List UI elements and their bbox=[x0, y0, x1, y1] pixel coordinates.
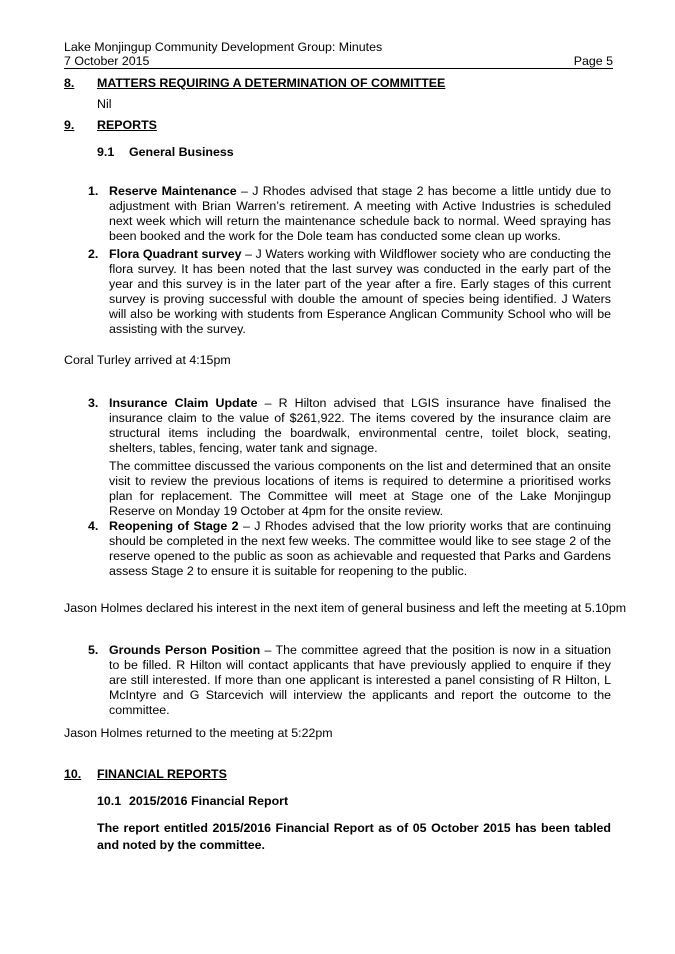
item-text: – J Waters working with Wildflower society who are conducting the flora survey. It has been noted that the last survey was conducted in the early part of the year and this survey is in the later part of the year after a fire. Early stages of this current survey is proving successful with double the amount of species being identified. J Waters will also be working with students from Esperance Anglican Community School who will be assisting with the survey. bbox=[109, 247, 612, 336]
header-title: Lake Monjingup Community Development Group: Minutes bbox=[64, 40, 383, 54]
list-item-flora-survey bbox=[88, 247, 611, 336]
item-heading: Reserve Maintenance bbox=[109, 184, 237, 198]
item-heading: Insurance Claim Update bbox=[109, 396, 258, 410]
item-text: – J Rhodes advised that the low priority works that are continuing should be completed in the next few weeks. The committee would like to see stage 2 of the reserve opened to the public as soon as achievable and requested that Parks and Gardens assess Stage 2 to ensure it is suitable for reopening to the public. bbox=[109, 519, 611, 578]
subsection-10-1-heading bbox=[97, 794, 288, 809]
section-number: 10. bbox=[64, 767, 82, 781]
item-number: 4. bbox=[88, 519, 99, 533]
item-body bbox=[109, 247, 611, 336]
item-body bbox=[109, 643, 611, 718]
note-jason-returned: Jason Holmes returned to the meeting at 5:22pm bbox=[64, 726, 333, 740]
item-body bbox=[109, 396, 611, 456]
item-number: 3. bbox=[88, 396, 99, 410]
insurance-followup-paragraph: The committee discussed the various components on the list and determined that an onsite visit to review the previous locations of items is required to determine a prioritised works plan for replacement. The Committee will meet at Stage one of the Lake Monjingup Reserve on Monday 19 October at 4pm for the onsite review. bbox=[109, 459, 611, 518]
item-number: 1. bbox=[88, 184, 99, 198]
list-item-reserve-maintenance bbox=[88, 184, 611, 244]
item-text: – R Hilton advised that LGIS insurance have finalised the insurance claim to the value of $261,922. The items covered by the insurance claim are structural items including the boardwalk, environmental centre, toilet block, seating, shelters, tables, fencing, water tank and signage. bbox=[109, 396, 611, 455]
list-item-reopening-stage-2 bbox=[88, 519, 611, 579]
page-number: Page 5 bbox=[573, 54, 613, 68]
item-text: – J Rhodes advised that stage 2 has become a little untidy due to adjustment with Brian Warren’s retirement. A meeting with Active Industries is scheduled next week which will return the maintenance schedule back to normal. Weed spraying has been booked and the work for the Dole team has conducted some clean up works. bbox=[109, 184, 611, 243]
item-heading: Grounds Person Position bbox=[109, 643, 261, 657]
item-number: 2. bbox=[88, 247, 99, 261]
header-date-row bbox=[64, 54, 613, 68]
section-8-body: Nil bbox=[97, 97, 112, 111]
item-body bbox=[109, 519, 611, 579]
financial-report-statement: The report entitled 2015/2016 Financial Report as of 05 October 2015 has been tabled and noted by the committee. bbox=[97, 821, 611, 852]
section-title: MATTERS REQUIRING A DETERMINATION OF COMMITTEE bbox=[97, 76, 446, 90]
item-heading: Flora Quadrant survey bbox=[109, 247, 242, 261]
section-title: REPORTS bbox=[97, 118, 157, 132]
section-number: 8. bbox=[64, 76, 75, 90]
item-text: – The committee agreed that the position is now in a situation to be filled. R Hilton will contact applicants that have previously applied to enquire if they are still interested. If more than one applicant is interested a panel consisting of R Hilton, L McIntyre and G Starcevich will interview the applicants and report the outcome to the committee. bbox=[109, 643, 611, 717]
header-date: 7 October 2015 bbox=[64, 54, 150, 68]
item-body bbox=[109, 184, 611, 244]
item-heading: Reopening of Stage 2 bbox=[109, 519, 239, 533]
subsection-title: General Business bbox=[129, 145, 234, 159]
subsection-number: 10.1 bbox=[97, 794, 122, 808]
subsection-number: 9.1 bbox=[97, 145, 115, 159]
note-coral-arrived: Coral Turley arrived at 4:15pm bbox=[64, 353, 231, 367]
item-number: 5. bbox=[88, 643, 99, 657]
list-item-grounds-person bbox=[88, 643, 611, 718]
section-number: 9. bbox=[64, 118, 75, 132]
header-divider bbox=[64, 68, 613, 69]
subsection-9-1-heading bbox=[97, 145, 234, 160]
section-title: FINANCIAL REPORTS bbox=[97, 767, 227, 781]
subsection-title: 2015/2016 Financial Report bbox=[129, 794, 289, 808]
list-item-insurance-claim bbox=[88, 396, 611, 456]
note-jason-declared: Jason Holmes declared his interest in the next item of general business and left the meeting at 5.10pm bbox=[64, 601, 627, 615]
